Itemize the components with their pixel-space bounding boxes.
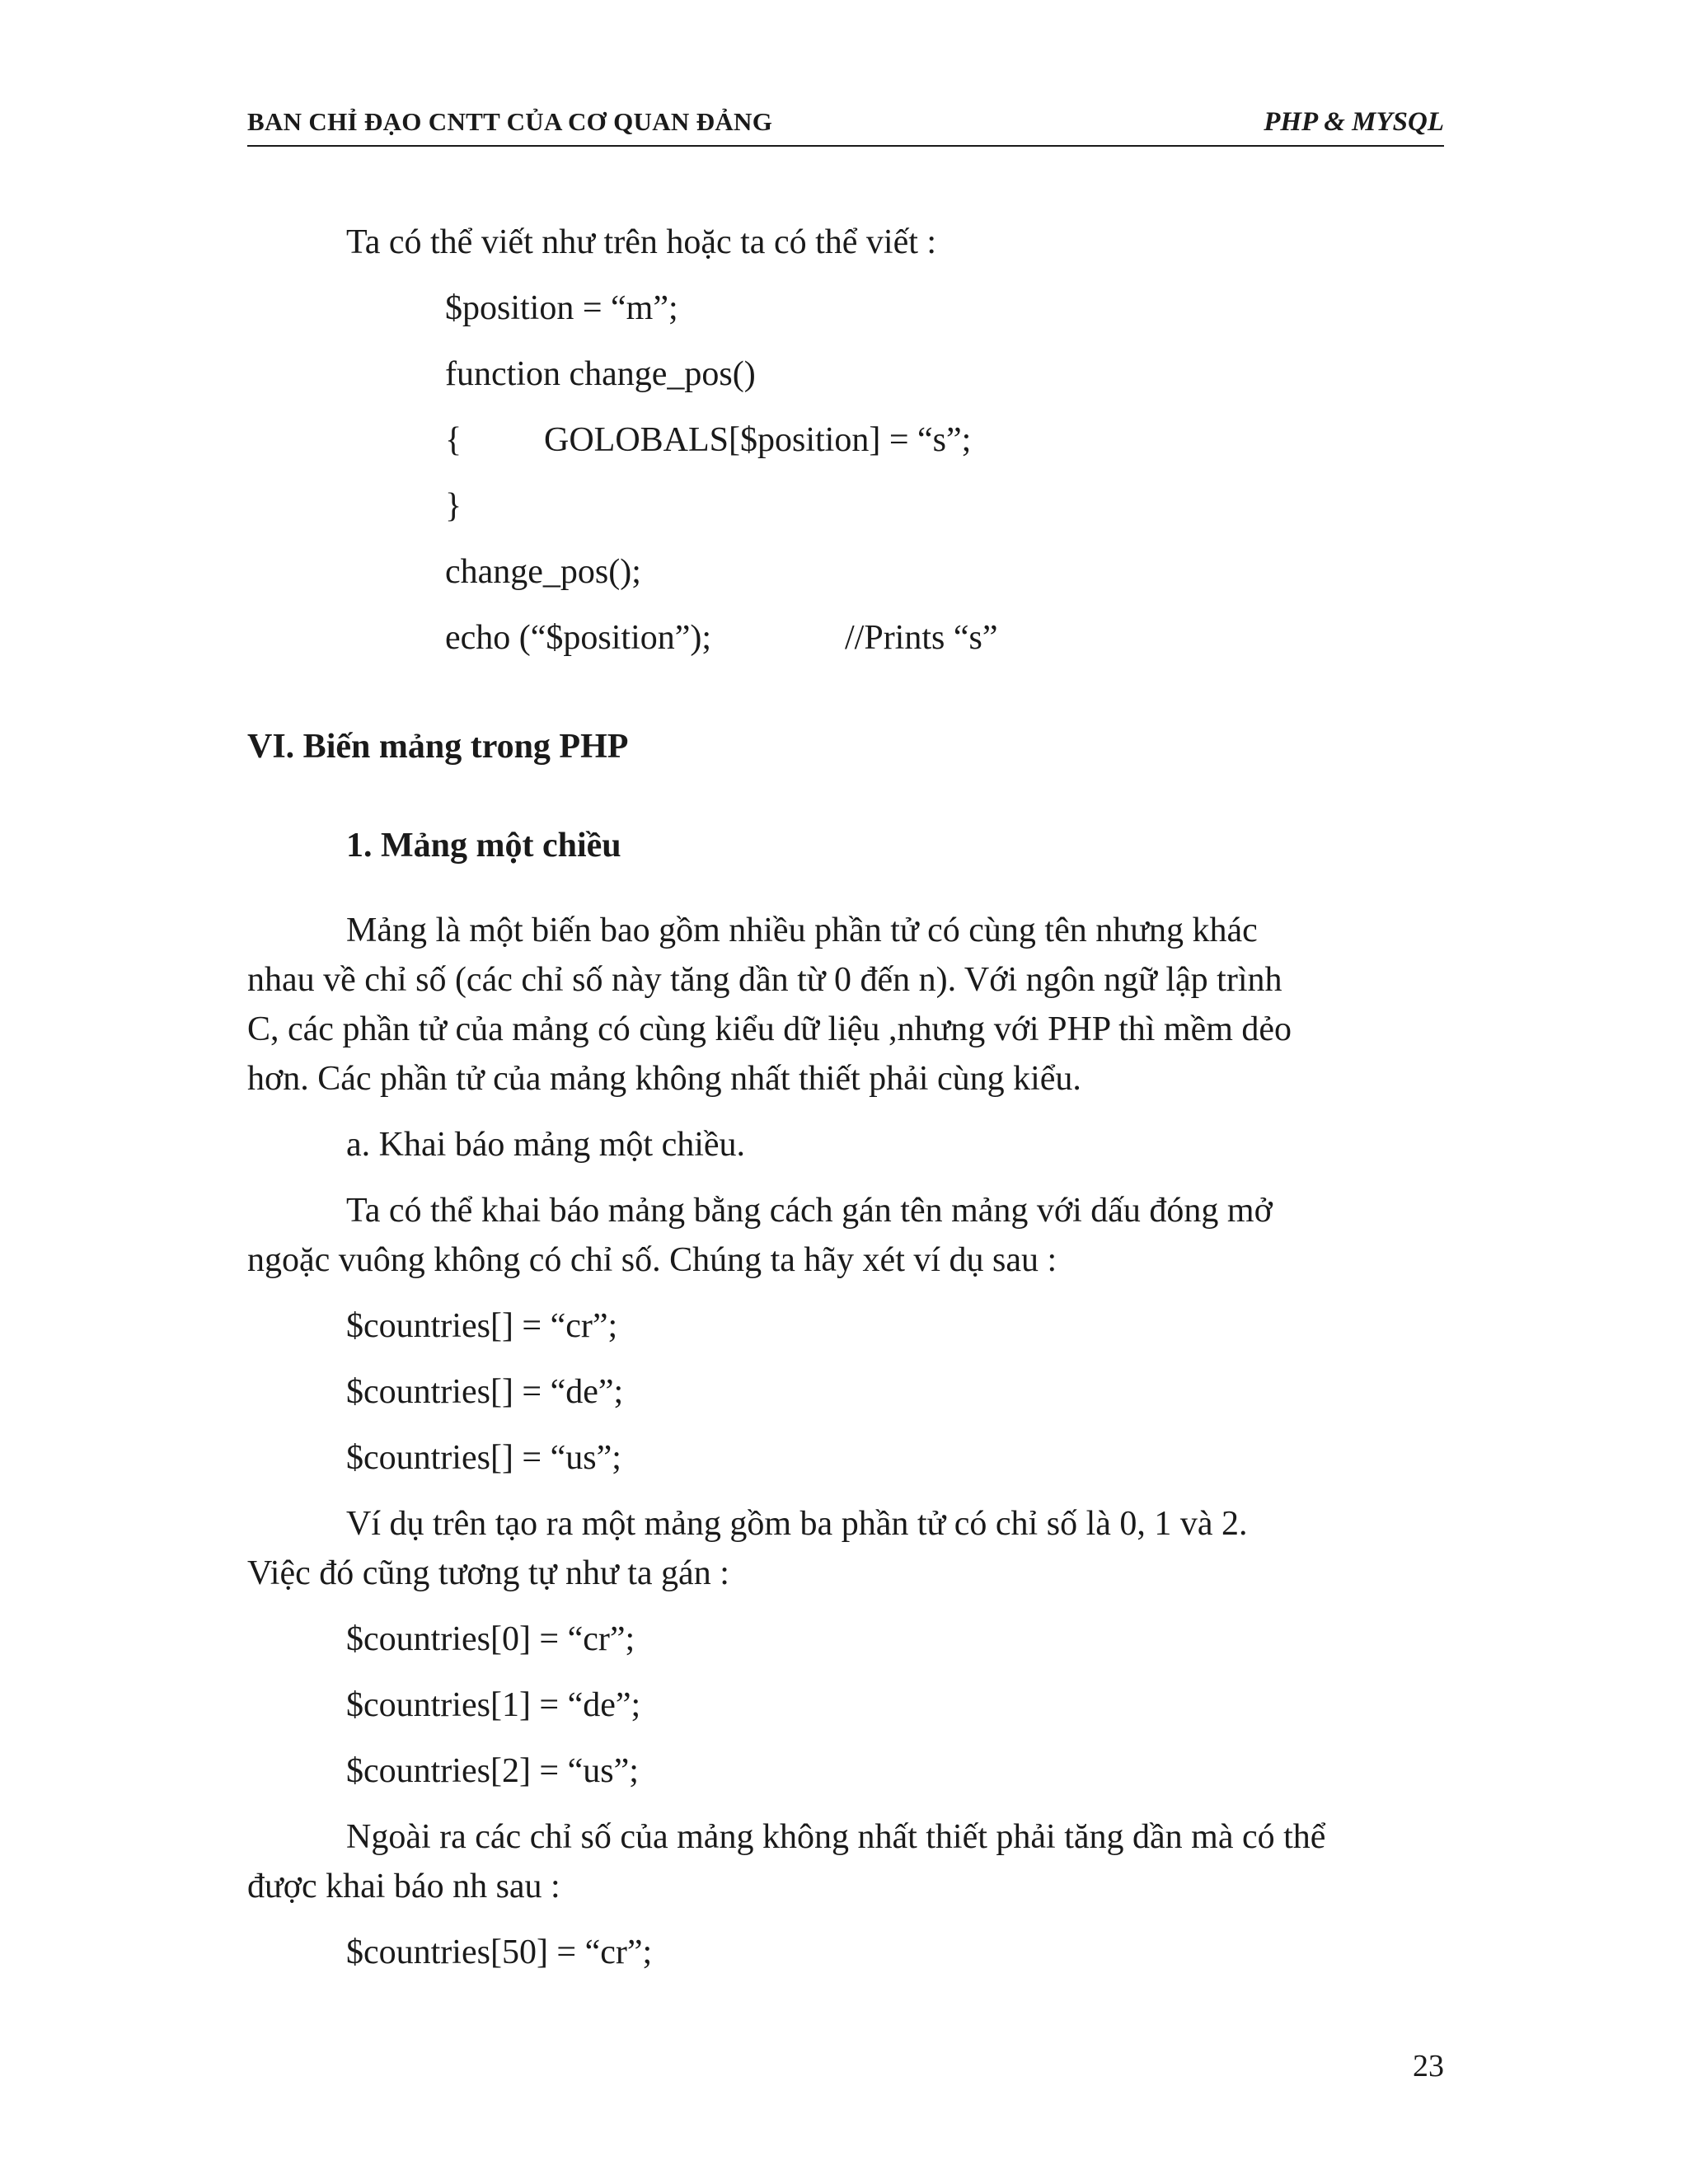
subsection-heading: 1. Mảng một chiều [346,827,621,865]
code-line: $countries[0] = “cr”; [346,1620,635,1658]
paragraph-line: Mảng là một biến bao gồm nhiều phần tử có cùng tên nhưng khác [346,912,1258,949]
code-line: $countries[] = “cr”; [346,1307,618,1345]
code-line [445,616,1187,659]
paragraph-line: nhau về chỉ số (các chỉ số này tăng dần từ 0 đến n). Với ngôn ngữ lập trình [247,961,1282,999]
page-number: 23 [1413,2049,1444,2083]
page-header [247,104,1444,147]
paragraph-line: Ngoài ra các chỉ số của mảng không nhất thiết phải tăng dần mà có thể [346,1818,1326,1856]
code-statement: echo (“$position”); [445,619,712,657]
section-heading: VI. Biến mảng trong PHP [247,728,629,766]
header-book-title: PHP & MYSQL [1264,107,1444,137]
code-line: function change_pos() [445,355,756,393]
code-line: $position = “m”; [445,289,678,327]
header-organization: BAN CHỈ ĐẠO CNTT CỦA CƠ QUAN ĐẢNG [247,107,773,136]
paragraph-line: Việc đó cũng tương tự như ta gán : [247,1554,729,1592]
paragraph-line: hơn. Các phần tử của mảng không nhất thiết phải cùng kiểu. [247,1060,1081,1098]
code-statement: GOLOBALS[$position] = “s”; [544,421,972,459]
paragraph-line: ngoặc vuông không có chỉ số. Chúng ta hãy xét ví dụ sau : [247,1241,1057,1279]
item-a-heading: a. Khai báo mảng một chiều. [346,1126,746,1164]
code-line: $countries[50] = “cr”; [346,1933,653,1971]
code-line: $countries[2] = “us”; [346,1752,639,1790]
code-line [445,419,1104,462]
code-line: $countries[1] = “de”; [346,1686,641,1724]
code-brace: { [445,421,462,459]
intro-line: Ta có thể viết như trên hoặc ta có thể viết : [346,223,937,261]
paragraph-line: được khai báo nh sau : [247,1868,560,1905]
code-comment: //Prints “s” [845,619,998,657]
code-line: } [445,487,462,525]
code-line: change_pos(); [445,553,641,591]
code-line: $countries[] = “us”; [346,1439,621,1477]
paragraph-line: C, các phần tử của mảng có cùng kiểu dữ liệu ,nhưng với PHP thì mềm dẻo [247,1010,1292,1048]
paragraph-line: Ví dụ trên tạo ra một mảng gồm ba phần tử có chỉ số là 0, 1 và 2. [346,1505,1248,1543]
code-line: $countries[] = “de”; [346,1373,624,1411]
paragraph-line: Ta có thể khai báo mảng bằng cách gán tên mảng với dấu đóng mở [346,1192,1273,1230]
